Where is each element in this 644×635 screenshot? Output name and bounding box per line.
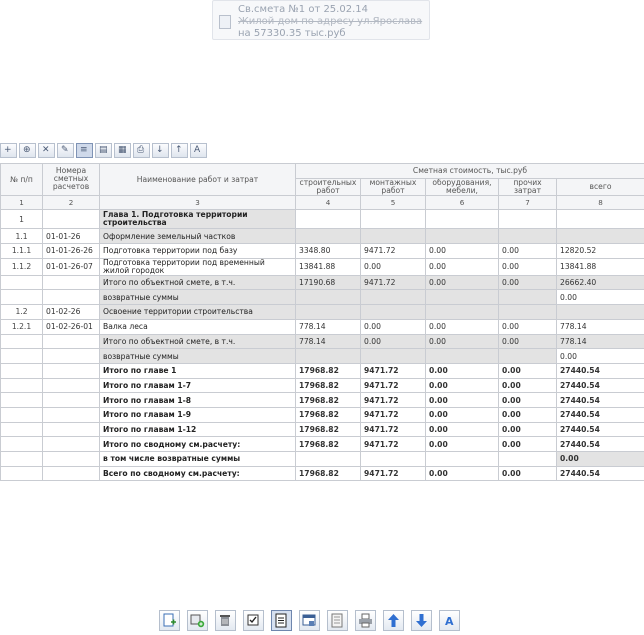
- table-row[interactable]: [1, 275, 644, 290]
- cell-montazh: 0.00: [361, 258, 426, 275]
- table-row[interactable]: [1, 452, 644, 467]
- svg-text:A: A: [445, 615, 454, 628]
- document-button[interactable]: [271, 610, 292, 631]
- cell-code: [43, 378, 100, 393]
- cell-montazh: [361, 210, 426, 229]
- cell-vsego: 27440.54: [557, 378, 644, 393]
- cell-prochie: 0.00: [499, 422, 557, 437]
- cell-vsego: 13841.88: [557, 258, 644, 275]
- cell-name: Итого по объектной смете, в т.ч.: [100, 334, 296, 349]
- cell-oborud: 0.00: [426, 466, 499, 481]
- header-prochie: прочих затрат: [499, 178, 557, 195]
- cell-npp: [1, 466, 43, 481]
- estimate-tooltip: [212, 0, 430, 40]
- table-row[interactable]: [1, 244, 644, 259]
- cell-montazh: 9471.72: [361, 378, 426, 393]
- cell-oborud: [426, 305, 499, 320]
- cell-code: 01-01-26: [43, 229, 100, 244]
- arrow-down-icon: ↓: [156, 145, 164, 155]
- cell-prochie: 0.00: [499, 244, 557, 259]
- cell-code: 01-02-26-01: [43, 319, 100, 334]
- add-item-button[interactable]: [187, 610, 208, 631]
- export-icon: [302, 613, 317, 628]
- cell-montazh: 0.00: [361, 334, 426, 349]
- cell-npp: 1.2: [1, 305, 43, 320]
- cell-montazh: [361, 290, 426, 305]
- cell-npp: [1, 437, 43, 452]
- format-button[interactable]: [439, 610, 460, 631]
- header-naim: Наименование работ и затрат: [100, 164, 296, 196]
- cell-prochie: 0.00: [499, 258, 557, 275]
- calculator-button[interactable]: [114, 143, 131, 158]
- move-down-button[interactable]: [411, 610, 432, 631]
- cell-name: Итого по главе 1: [100, 363, 296, 378]
- cell-name: Подготовка территории под временный жилой городок: [100, 258, 296, 275]
- cell-stroit: [296, 349, 361, 364]
- format-button[interactable]: [190, 143, 207, 158]
- cell-code: [43, 210, 100, 229]
- cell-name: возвратные суммы: [100, 349, 296, 364]
- cell-montazh: 0.00: [361, 319, 426, 334]
- table-row[interactable]: [1, 334, 644, 349]
- cell-vsego: 12820.52: [557, 244, 644, 259]
- cell-prochie: 0.00: [499, 437, 557, 452]
- cell-oborud: [426, 290, 499, 305]
- edit-icon: ✎: [61, 145, 69, 155]
- cell-vsego: [557, 210, 644, 229]
- cell-montazh: 9471.72: [361, 407, 426, 422]
- document-icon: [219, 15, 231, 29]
- cell-prochie: 0.00: [499, 319, 557, 334]
- list-document-icon: [274, 613, 289, 628]
- cell-montazh: 9471.72: [361, 393, 426, 408]
- table-row[interactable]: [1, 393, 644, 408]
- cell-prochie: 0.00: [499, 275, 557, 290]
- cell-montazh: 9471.72: [361, 466, 426, 481]
- table-row[interactable]: [1, 229, 644, 244]
- table-row[interactable]: [1, 422, 644, 437]
- cell-stroit: 17190.68: [296, 275, 361, 290]
- table-row[interactable]: [1, 437, 644, 452]
- cell-vsego: 26662.40: [557, 275, 644, 290]
- cell-prochie: 0.00: [499, 378, 557, 393]
- cell-prochie: [499, 305, 557, 320]
- table-row[interactable]: [1, 305, 644, 320]
- calculator-icon: [330, 613, 345, 628]
- cell-name: в том числе возвратные суммы: [100, 452, 296, 467]
- cell-code: [43, 452, 100, 467]
- cell-name: Глава 1. Подготовка территории строительства: [100, 210, 296, 229]
- cell-stroit: 17968.82: [296, 407, 361, 422]
- cell-oborud: 0.00: [426, 363, 499, 378]
- cell-montazh: 9471.72: [361, 363, 426, 378]
- cell-oborud: 0.00: [426, 393, 499, 408]
- print-icon: ⎙: [137, 145, 145, 155]
- cell-prochie: [499, 452, 557, 467]
- cell-vsego: 778.14: [557, 334, 644, 349]
- col-number: 4: [296, 195, 361, 210]
- col-number: 8: [557, 195, 644, 210]
- cell-code: 01-01-26-26: [43, 244, 100, 259]
- cell-code: [43, 334, 100, 349]
- cell-code: 01-01-26-07: [43, 258, 100, 275]
- col-number: 7: [499, 195, 557, 210]
- cell-montazh: [361, 305, 426, 320]
- cell-stroit: 17968.82: [296, 363, 361, 378]
- cell-montazh: [361, 349, 426, 364]
- cell-vsego: 27440.54: [557, 393, 644, 408]
- cell-code: [43, 290, 100, 305]
- move-up-button[interactable]: [171, 143, 188, 158]
- cell-npp: [1, 349, 43, 364]
- cell-stroit: 3348.80: [296, 244, 361, 259]
- header-montazh: монтажных работ: [361, 178, 426, 195]
- bottom-toolbar: [159, 610, 460, 631]
- export-button[interactable]: [95, 143, 112, 158]
- cell-name: Освоение территории строительства: [100, 305, 296, 320]
- cell-stroit: 778.14: [296, 319, 361, 334]
- cell-oborud: 0.00: [426, 244, 499, 259]
- cell-name: Итого по главам 1-9: [100, 407, 296, 422]
- cell-oborud: 0.00: [426, 422, 499, 437]
- cell-prochie: [499, 229, 557, 244]
- header-stroit: строительных работ: [296, 178, 361, 195]
- cell-code: [43, 349, 100, 364]
- cell-stroit: [296, 229, 361, 244]
- cell-npp: 1.1.1: [1, 244, 43, 259]
- cell-stroit: [296, 305, 361, 320]
- cell-montazh: [361, 229, 426, 244]
- cell-prochie: 0.00: [499, 334, 557, 349]
- cell-vsego: 27440.54: [557, 466, 644, 481]
- cell-oborud: 0.00: [426, 319, 499, 334]
- cell-code: [43, 393, 100, 408]
- cell-code: [43, 422, 100, 437]
- trash-icon: [218, 613, 233, 628]
- cell-stroit: 17968.82: [296, 422, 361, 437]
- cell-code: [43, 275, 100, 290]
- cell-stroit: [296, 452, 361, 467]
- cell-oborud: 0.00: [426, 378, 499, 393]
- cell-prochie: 0.00: [499, 466, 557, 481]
- cell-npp: [1, 407, 43, 422]
- cell-oborud: 0.00: [426, 407, 499, 422]
- header-vsego: всего: [557, 178, 644, 195]
- delete-button[interactable]: [215, 610, 236, 631]
- header-oborud: оборудования, мебели,: [426, 178, 499, 195]
- move-up-button[interactable]: [383, 610, 404, 631]
- table-row[interactable]: [1, 258, 644, 275]
- cell-montazh: 9471.72: [361, 275, 426, 290]
- tooltip-line-1: Св.смета №1 от 25.02.14: [238, 4, 368, 15]
- cell-npp: [1, 290, 43, 305]
- cell-prochie: 0.00: [499, 393, 557, 408]
- delete-icon: ✕: [42, 145, 50, 155]
- cell-npp: [1, 422, 43, 437]
- cell-stroit: 778.14: [296, 334, 361, 349]
- cell-stroit: 13841.88: [296, 258, 361, 275]
- table-row[interactable]: [1, 363, 644, 378]
- cell-name: Итого по объектной смете, в т.ч.: [100, 275, 296, 290]
- cell-oborud: 0.00: [426, 437, 499, 452]
- print-icon: [358, 613, 373, 628]
- table-row[interactable]: [1, 466, 644, 481]
- cell-prochie: [499, 349, 557, 364]
- cell-oborud: [426, 210, 499, 229]
- cell-npp: [1, 363, 43, 378]
- table-row[interactable]: [1, 290, 644, 305]
- format-text-icon: [442, 613, 457, 628]
- cell-name: Итого по главам 1-8: [100, 393, 296, 408]
- cell-name: Итого по главам 1-12: [100, 422, 296, 437]
- cell-stroit: 17968.82: [296, 393, 361, 408]
- cell-code: [43, 363, 100, 378]
- add-item-button[interactable]: [19, 143, 36, 158]
- checkbox-edit-icon: [246, 613, 261, 628]
- table-row[interactable]: [1, 210, 644, 229]
- print-button[interactable]: [355, 610, 376, 631]
- document-icon: ≡: [80, 145, 88, 155]
- add-estimate-button[interactable]: [0, 143, 17, 158]
- cell-prochie: [499, 210, 557, 229]
- cell-npp: [1, 378, 43, 393]
- edit-button[interactable]: [57, 143, 74, 158]
- col-number: 6: [426, 195, 499, 210]
- cell-oborud: [426, 452, 499, 467]
- cell-oborud: [426, 349, 499, 364]
- cell-stroit: 17968.82: [296, 466, 361, 481]
- cell-npp: 1.2.1: [1, 319, 43, 334]
- header-nomera: Номера сметных расчетов: [43, 164, 100, 196]
- cell-npp: 1.1.2: [1, 258, 43, 275]
- col-number: 2: [43, 195, 100, 210]
- cell-name: Валка леса: [100, 319, 296, 334]
- tooltip-line-3: на 57330.35 тыс.руб: [238, 28, 346, 39]
- cell-npp: [1, 275, 43, 290]
- cell-name: Подготовка территории под базу: [100, 244, 296, 259]
- cell-stroit: [296, 210, 361, 229]
- cell-name: Оформление земельный частков: [100, 229, 296, 244]
- cell-npp: [1, 393, 43, 408]
- cell-oborud: 0.00: [426, 258, 499, 275]
- cell-code: [43, 407, 100, 422]
- cell-npp: 1: [1, 210, 43, 229]
- cell-vsego: 0.00: [557, 290, 644, 305]
- add-icon: [162, 613, 177, 628]
- arrow-down-icon: [414, 613, 429, 628]
- arrow-up-icon: ↑: [175, 145, 183, 155]
- table-row[interactable]: [1, 349, 644, 364]
- add-estimate-button[interactable]: [159, 610, 180, 631]
- table-row[interactable]: [1, 319, 644, 334]
- cell-vsego: 27440.54: [557, 437, 644, 452]
- cell-vsego: 27440.54: [557, 407, 644, 422]
- cell-stroit: 17968.82: [296, 437, 361, 452]
- cell-vsego: 27440.54: [557, 363, 644, 378]
- arrow-up-icon: [386, 613, 401, 628]
- cell-code: [43, 437, 100, 452]
- cell-stroit: [296, 290, 361, 305]
- top-toolbar: [0, 143, 207, 159]
- table-row[interactable]: [1, 378, 644, 393]
- cell-name: Всего по сводному см.расчету:: [100, 466, 296, 481]
- cell-stroit: 17968.82: [296, 378, 361, 393]
- cell-code: [43, 466, 100, 481]
- cell-montazh: 9471.72: [361, 244, 426, 259]
- export-icon: ▤: [99, 145, 108, 155]
- cell-npp: [1, 334, 43, 349]
- header-npp: № п/п: [1, 164, 43, 196]
- calculator-button[interactable]: [327, 610, 348, 631]
- cell-vsego: 0.00: [557, 452, 644, 467]
- cell-oborud: 0.00: [426, 275, 499, 290]
- cell-vsego: 778.14: [557, 319, 644, 334]
- cell-vsego: 27440.54: [557, 422, 644, 437]
- cell-vsego: 0.00: [557, 349, 644, 364]
- cell-montazh: 9471.72: [361, 422, 426, 437]
- cell-vsego: [557, 305, 644, 320]
- add-user-icon: ⊕: [23, 145, 31, 155]
- cell-code: 01-02-26: [43, 305, 100, 320]
- tooltip-line-2: Жилой дом по адресу ул.Ярослава: [238, 16, 423, 27]
- header-cost-group: Сметная стоимость, тыс.руб: [296, 164, 644, 179]
- cell-vsego: [557, 229, 644, 244]
- cell-npp: [1, 452, 43, 467]
- format-icon: A: [194, 145, 201, 155]
- table-row[interactable]: [1, 407, 644, 422]
- cell-name: Итого по главам 1-7: [100, 378, 296, 393]
- cell-montazh: 9471.72: [361, 437, 426, 452]
- calculator-icon: ▦: [118, 145, 127, 155]
- export-button[interactable]: [299, 610, 320, 631]
- print-button[interactable]: [133, 143, 150, 158]
- estimate-table: [0, 163, 644, 481]
- col-number: 1: [1, 195, 43, 210]
- col-number: 3: [100, 195, 296, 210]
- cell-name: возвратные суммы: [100, 290, 296, 305]
- cell-oborud: [426, 229, 499, 244]
- cell-prochie: [499, 290, 557, 305]
- cell-name: Итого по сводному см.расчету:: [100, 437, 296, 452]
- add-user-icon: [190, 613, 205, 628]
- cell-prochie: 0.00: [499, 407, 557, 422]
- edit-button[interactable]: [243, 610, 264, 631]
- delete-button[interactable]: [38, 143, 55, 158]
- cell-npp: 1.1: [1, 229, 43, 244]
- move-down-button[interactable]: [152, 143, 169, 158]
- cell-prochie: 0.00: [499, 363, 557, 378]
- col-number: 5: [361, 195, 426, 210]
- add-icon: +: [4, 145, 12, 155]
- cell-montazh: [361, 452, 426, 467]
- document-button[interactable]: [76, 143, 93, 158]
- cell-oborud: 0.00: [426, 334, 499, 349]
